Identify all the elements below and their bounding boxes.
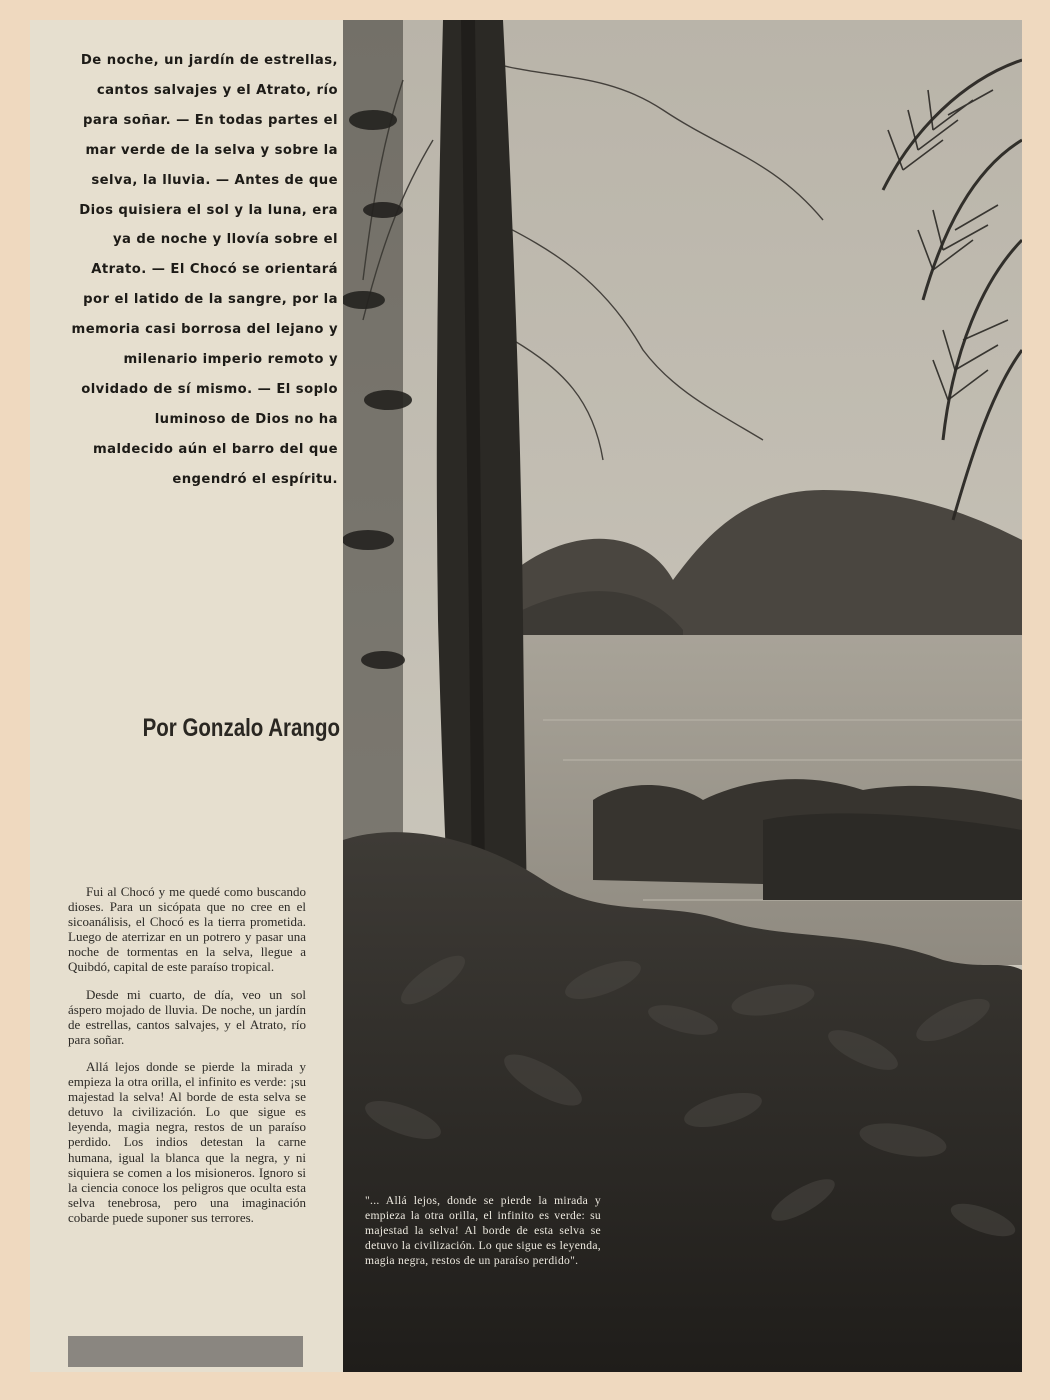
lead-paragraph: De noche, un jardín de estrellas, cantos salvajes y el Atrato, río para soñar. — En todas partes el mar verde de la selva y sobre la selva, la lluvia. — Antes de que Dios quisiera el sol y la luna, era ya de noche y llovía sobre el Atrato. — El Chocó se orientará por el latido de la sangre, por la memoria casi borrosa del lejano y milenario imperio remoto y olvidado de sí mismo. — El soplo luminoso de Dios no ha maldecido aún el barro del que engendró el espíritu. xyxy=(71,53,338,487)
body-paragraph-3: Allá lejos donde se pierde la mirada y empieza la otra orilla, el infinito es verde: ¡su majestad la selva! Al borde de esta selva se detuvo la civilización. Lo que sigue es leyenda, magia negra, restos de un paraíso perdido. Los indios detestan la carne humana, igual la blanca que la negra, y ni siquiera se comen a los misioneros. Ignoro si la ciencia conoce los peligros que oculta esta selva tenebrosa, pero una imaginación cobarde puede suponer sus terrores. xyxy=(68,1058,306,1225)
body-paragraph-2: Desde mi cuarto, de día, veo un sol áspero mojado de lluvia. De noche, un jardín de estrellas, cantos salvajes, y el Atrato, río para soñar. xyxy=(68,986,306,1047)
photo-illustration xyxy=(343,20,1022,1372)
author-byline: Por Gonzalo Arango xyxy=(142,714,340,742)
photo-caption: "... Allá lejos, donde se pierde la mirada y empieza la otra orilla, el infinito es verde: su majestad la selva! Al borde de esta selva se detuvo la civilización. Lo que sigue es leyenda, magia negra, restos de un paraíso perdido". xyxy=(365,1194,601,1268)
jungle-coast-photo xyxy=(343,20,1022,1372)
body-paragraph-1: Fui al Chocó y me quedé como buscando dioses. Para un sicópata que no cree en el sicoanálisis, el Chocó es la tierra prometida. Luego de aterrizar en un potrero y pasar una noche de tormentas en la selva, llegue a Quibdó, capital de este paraíso tropical. xyxy=(68,884,306,975)
article-body xyxy=(68,884,306,1237)
footer-gray-bar xyxy=(68,1336,303,1367)
magazine-page xyxy=(30,20,1022,1372)
